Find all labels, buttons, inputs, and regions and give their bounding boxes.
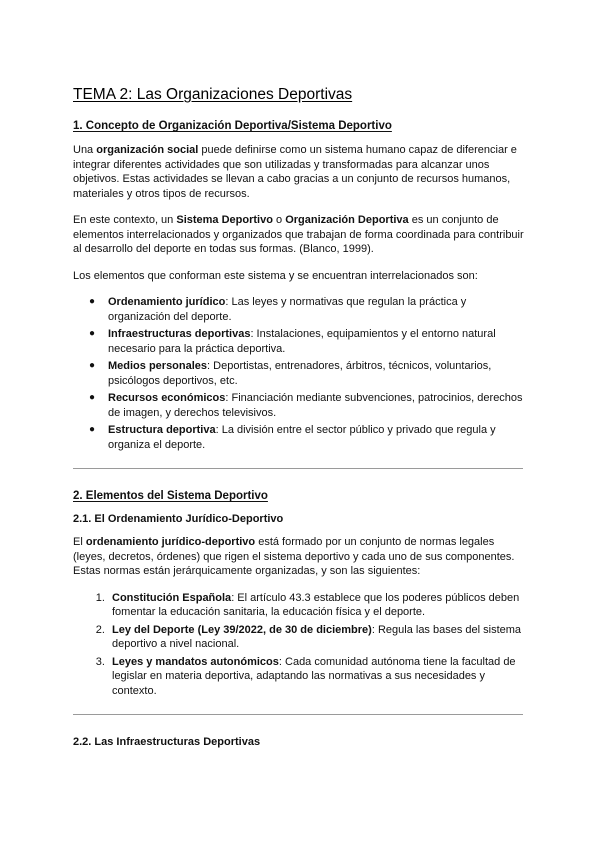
norms-numbered-list bbox=[73, 591, 528, 699]
text-run: está formado por un conjunto de normas legales (leyes, decretos, órdenes) que rigen el sistema deportivo y cada uno de sus componentes. Estas normas están jerárquicamente organizadas, y son las siguientes: bbox=[73, 536, 515, 577]
document-content bbox=[73, 86, 528, 758]
bullet-icon: ● bbox=[89, 328, 96, 339]
paragraph-organizacion-social bbox=[73, 143, 528, 201]
list-item bbox=[89, 327, 528, 356]
list-item-text: : Regula las bases del sistema deportivo a nivel nacional. bbox=[112, 623, 522, 650]
page-title: TEMA 2: Las Organizaciones Deportivas bbox=[73, 86, 353, 103]
text-run: puede definirse como un sistema humano capaz de diferenciar e integrar diferentes actividades que son utilizadas y transformadas para alcanzar unos objetivos. Estas actividades se llevan a cabo gracias a un conjunto de recursos humanos, materiales y otros tipos de recursos. bbox=[73, 144, 517, 200]
bold-term: Organización Deportiva bbox=[285, 214, 409, 226]
list-item-text: : Financiación mediante subvenciones, patrocinios, derechos de imagen, y derechos televisivos. bbox=[108, 392, 523, 419]
list-item-text: : La división entre el sector público y privado que regula y organiza el deporte. bbox=[108, 424, 496, 451]
list-item-text: : El artículo 43.3 establece que los poderes públicos deben fomentar la educación sanitaria, la educación física y el deporte. bbox=[112, 591, 520, 618]
list-item bbox=[108, 591, 528, 620]
bullet-icon: ● bbox=[89, 424, 96, 435]
list-item-text: : Las leyes y normativas que regulan la práctica y organización del deporte. bbox=[108, 296, 467, 323]
bold-term: Recursos económicos bbox=[108, 392, 226, 404]
section-2-heading: 2. Elementos del Sistema Deportivo bbox=[73, 490, 268, 502]
text-run: En este contexto, un bbox=[73, 214, 177, 226]
bold-term: organización social bbox=[96, 144, 199, 156]
list-item-text: : Deportistas, entrenadores, árbitros, técnicos, voluntarios, psicólogos deportivos, etc. bbox=[108, 360, 492, 387]
text-run: o bbox=[272, 214, 286, 226]
list-item-text: : Cada comunidad autónoma tiene la facultad de legislar en materia deportiva, adaptando las normativas a sus necesidades y contexto. bbox=[112, 655, 516, 697]
bullet-icon: ● bbox=[89, 296, 96, 307]
text-run: es un conjunto de elementos interrelacionados y organizados que trabajan de forma coordinada para contribuir al desarrollo del deporte en todas sus formas. (Blanco, 1999). bbox=[73, 214, 524, 255]
section-1-heading: 1. Concepto de Organización Deportiva/Sistema Deportivo bbox=[73, 120, 392, 132]
list-item bbox=[89, 391, 528, 420]
bold-term: Medios personales bbox=[108, 360, 208, 372]
paragraph-sistema-deportivo bbox=[73, 213, 528, 257]
subsection-2-1-heading: 2.1. El Ordenamiento Jurídico-Deportivo bbox=[73, 513, 284, 525]
bold-term: Infraestructuras deportivas bbox=[108, 328, 251, 340]
section-divider bbox=[73, 714, 523, 715]
bold-term: Leyes y mandatos autonómicos bbox=[112, 655, 279, 668]
bold-term: Sistema Deportivo bbox=[176, 214, 273, 226]
list-item bbox=[89, 359, 528, 388]
text-run: Una bbox=[73, 144, 97, 156]
list-item bbox=[89, 295, 528, 324]
bold-term: Constitución Española bbox=[112, 591, 232, 604]
paragraph-elementos-intro: Los elementos que conforman este sistema y se encuentran interrelacionados son: bbox=[73, 269, 478, 282]
bold-term: Estructura deportiva bbox=[108, 424, 216, 436]
elements-bullet-list bbox=[73, 295, 528, 452]
bullet-icon: ● bbox=[89, 360, 96, 371]
paragraph-ordenamiento bbox=[73, 535, 528, 579]
bold-term: Ordenamiento jurídico bbox=[108, 296, 226, 308]
text-run: El bbox=[73, 536, 86, 548]
subsection-2-2-heading: 2.2. Las Infraestructuras Deportivas bbox=[73, 736, 261, 748]
bold-term: ordenamiento jurídico-deportivo bbox=[85, 536, 256, 548]
bold-term: Ley del Deporte (Ley 39/2022, de 30 de diciembre) bbox=[112, 623, 372, 636]
section-divider bbox=[73, 468, 523, 469]
list-item bbox=[108, 655, 528, 699]
list-item-text: : Instalaciones, equipamientos y el entorno natural necesario para la práctica deportiva. bbox=[108, 328, 496, 355]
bullet-icon: ● bbox=[89, 392, 96, 403]
list-item bbox=[108, 623, 528, 652]
list-item bbox=[89, 423, 528, 452]
